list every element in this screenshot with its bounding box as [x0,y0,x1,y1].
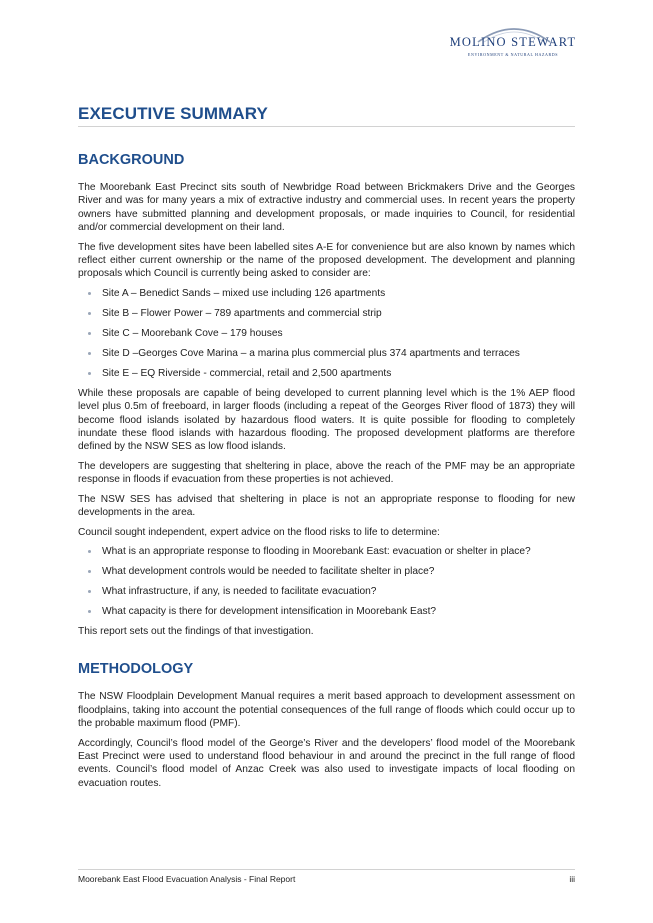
list-item-text: What is an appropriate response to flooding in Moorebank East: evacuation or shelter in place? [102,545,531,557]
bullet-icon [88,292,91,295]
page-title: EXECUTIVE SUMMARY [78,104,575,127]
list-item-text: Site B – Flower Power – 789 apartments and commercial strip [102,307,382,319]
list-item-text: Site C – Moorebank Cove – 179 houses [102,327,283,339]
background-heading: BACKGROUND [78,152,185,168]
background-paragraph-3: While these proposals are capable of being developed to current planning level which is the 1% AEP flood level plus 0.5m of freeboard, in larger floods (including a repeat of the Georges River flood of 1873) they will become flood islands isolated by hazardous flood waters. It is quite possible for flooding to completely inundate these flood islands with hazardous flooding. The proposed development platforms are therefore defined by the NSW SES as low flood islands. [78,387,575,453]
logo-wordmark: MOLINO STEWART [449,35,577,49]
methodology-paragraph-2: Accordingly, Council’s flood model of the George’s River and the developers’ flood model of the Moorebank East Precinct were used to understand flood behaviour in and around the precinct in the full range of flood events. Council’s flood model of Anzac Creek was also used to investigate impacts of local flooding on evacuation routes. [78,737,575,789]
logo-tagline: ENVIRONMENT & NATURAL HAZARDS [467,52,559,57]
list-item-text: What development controls would be needed to facilitate shelter in place? [102,565,435,577]
question-list [78,545,575,618]
list-item [78,545,575,558]
background-paragraph-2: The five development sites have been labelled sites A-E for convenience but are also known by names which reflect either current ownership or the name of the proposed development. The development and planning proposals which Council is currently being asked to consider are: [78,241,575,280]
list-item [78,287,575,300]
bullet-icon [88,312,91,315]
background-paragraph-1: The Moorebank East Precinct sits south of Newbridge Road between Brickmakers Drive and the Georges River and was for many years a mix of extractive industry and commercial uses. In recent years the property owners have submitted planning and development proposals, or made inquiries to Council, for residential and/or commercial development on their land. [78,182,575,234]
list-item [78,327,575,340]
company-logo [446,22,580,58]
list-item [78,585,575,598]
list-item [78,307,575,320]
methodology-heading: METHODOLOGY [78,661,194,678]
list-item [78,565,575,578]
list-item-text: What infrastructure, if any, is needed to facilitate evacuation? [102,585,377,597]
list-item [78,347,575,360]
background-paragraph-6: Council sought independent, expert advice on the flood risks to life to determine: [78,526,440,538]
page-footer [78,869,575,884]
background-paragraph-7: This report sets out the findings of that investigation. [78,625,314,637]
bullet-icon [88,372,91,375]
methodology-paragraph-1: The NSW Floodplain Development Manual requires a merit based approach to development assessment on floodplains, taking into account the potential consequences of the full range of floods which could occur up to the probable maximum flood (PMF). [78,691,575,730]
list-item-text: Site D –Georges Cove Marina – a marina plus commercial plus 374 apartments and terraces [102,347,520,359]
list-item-text: What capacity is there for development intensification in Moorebank East? [102,605,437,617]
bullet-icon [88,590,91,593]
background-paragraph-5: The NSW SES has advised that sheltering in place is not an appropriate response to flooding for new developments in the area. [78,493,575,519]
list-item [78,605,575,618]
bullet-icon [88,610,91,613]
list-item-text: Site A – Benedict Sands – mixed use including 126 apartments [102,287,386,299]
background-paragraph-4: The developers are suggesting that sheltering in place, above the reach of the PMF may be an appropriate response in floods if evacuation from these properties is not achieved. [78,460,575,486]
footer-report-title: Moorebank East Flood Evacuation Analysis - Final Report [78,874,296,884]
list-item-text: Site E – EQ Riverside - commercial, retail and 2,500 apartments [102,367,392,379]
bullet-icon [88,570,91,573]
bullet-icon [88,352,91,355]
list-item [78,367,575,380]
bullet-icon [88,332,91,335]
bullet-icon [88,550,91,553]
page-number: iii [569,874,575,884]
site-list [78,287,575,380]
page-content [78,104,575,796]
